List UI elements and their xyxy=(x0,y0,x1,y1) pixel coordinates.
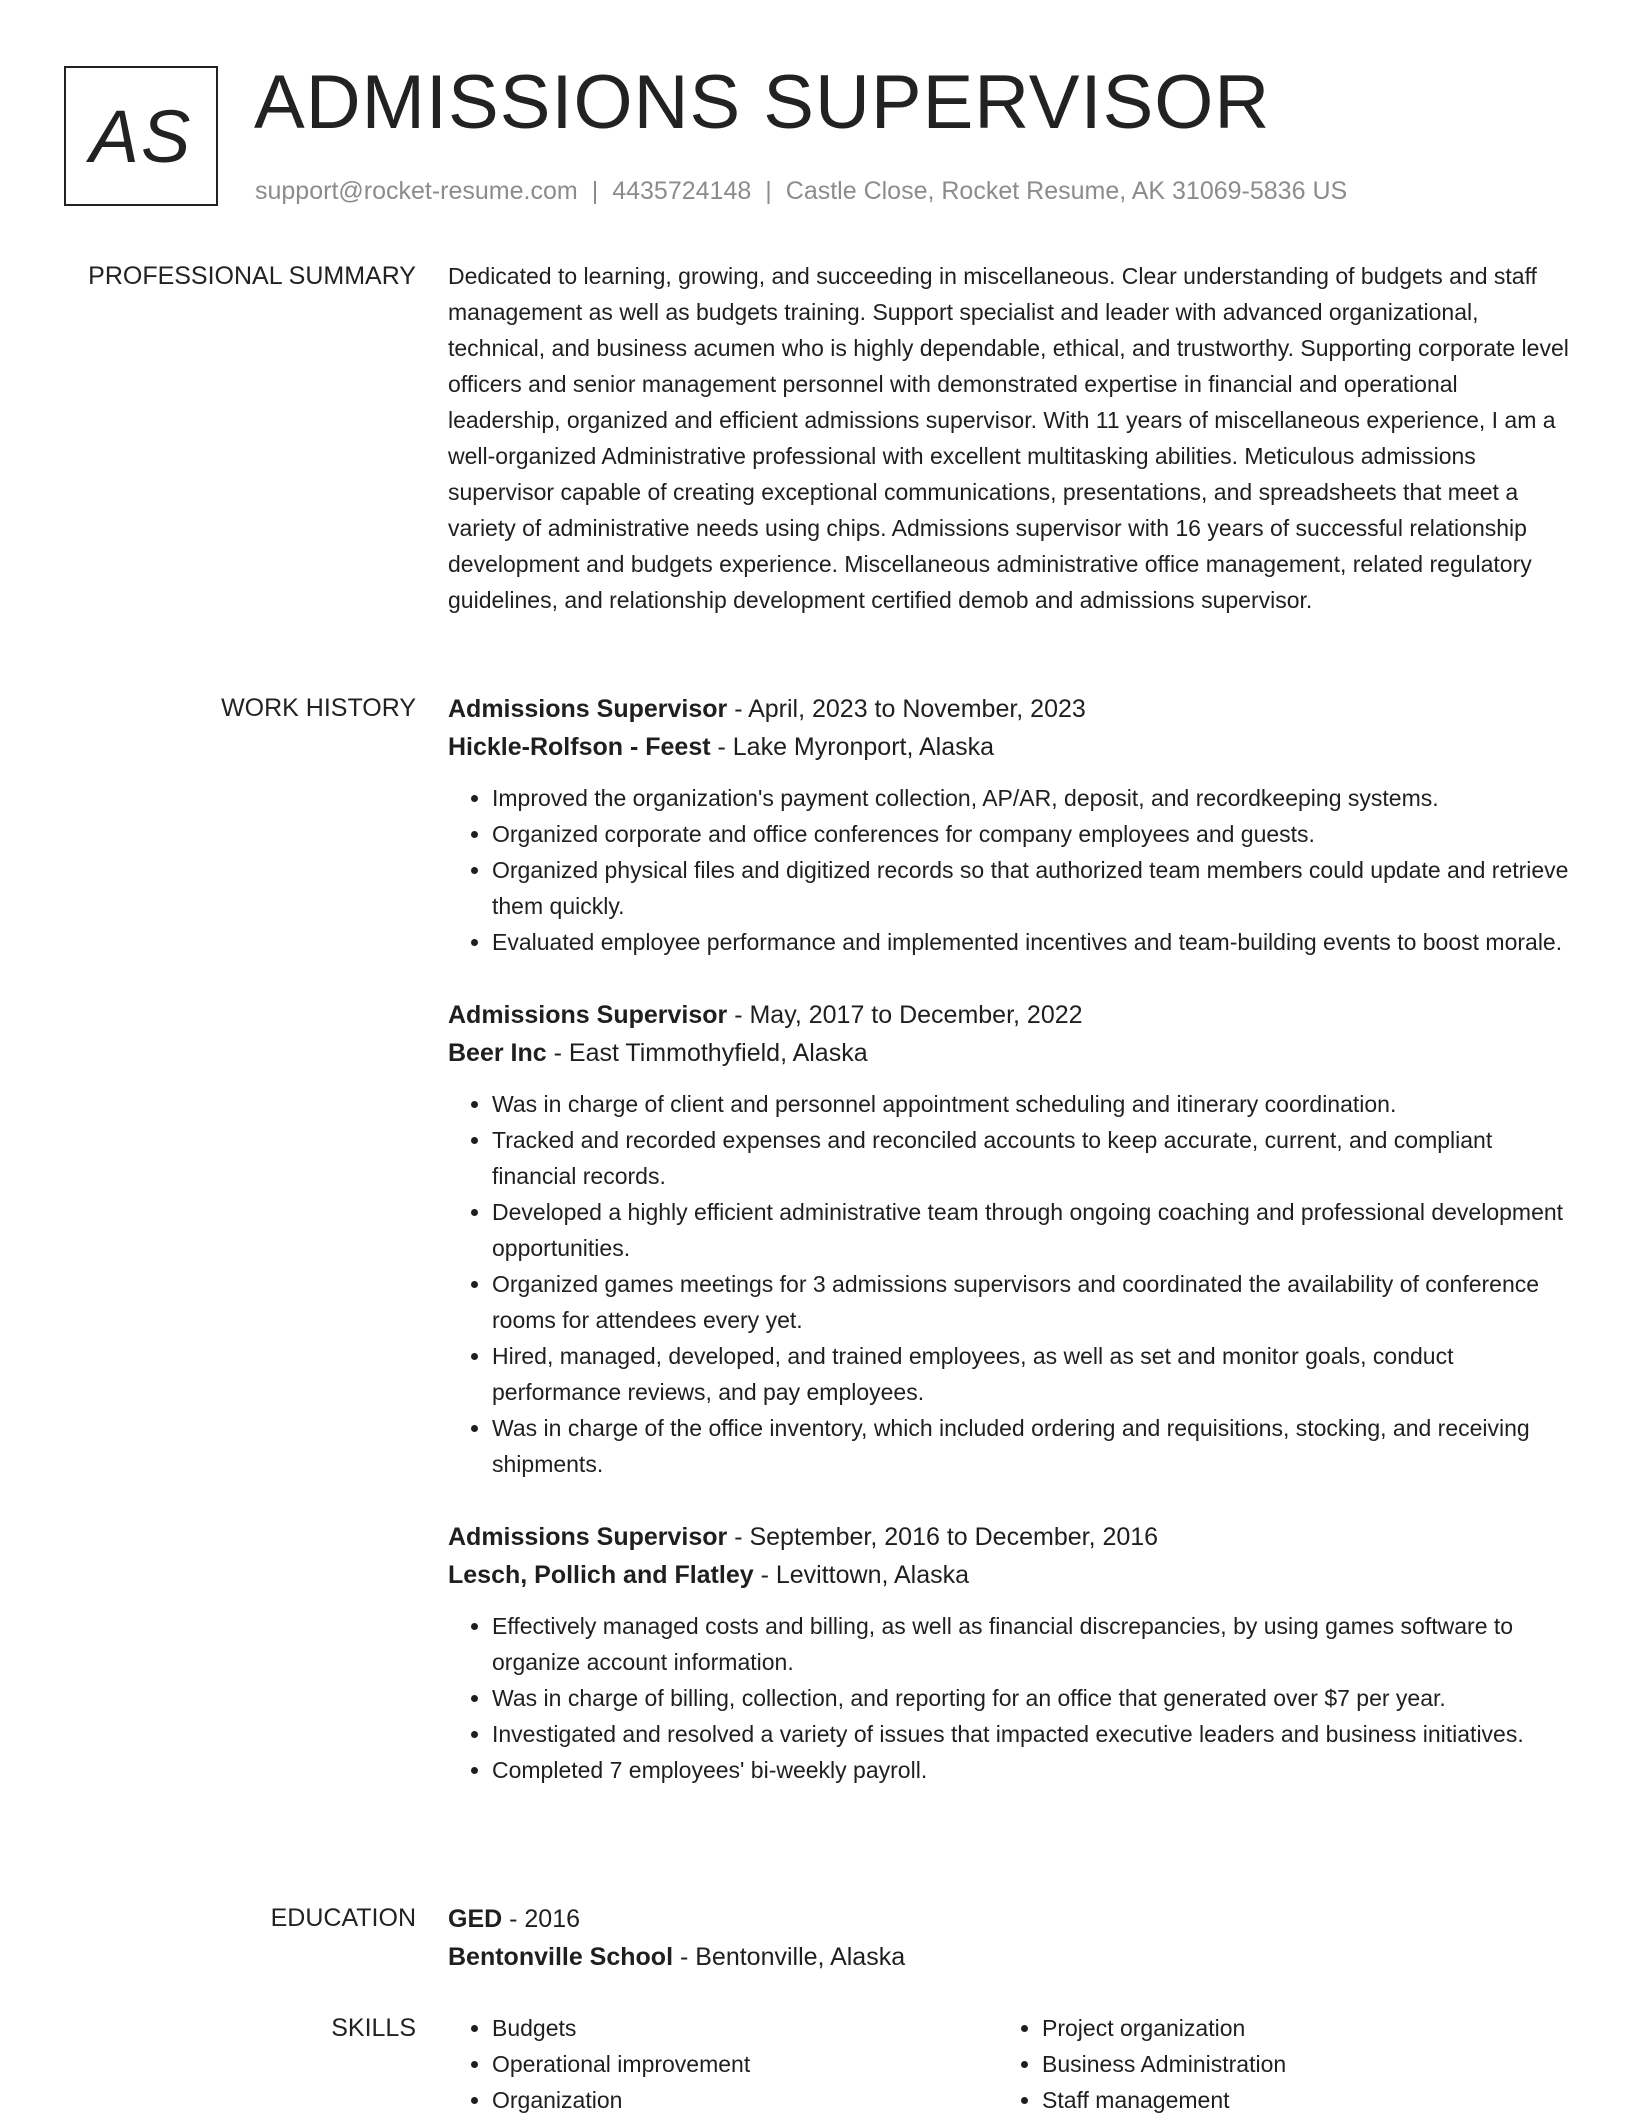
list-item: • Effectively managed costs and billing, as well as financial discrepancies, by using games software to organize account information. xyxy=(492,1608,1570,1680)
list-item: • Evaluated employee performance and implemented incentives and team-building events to boost morale. xyxy=(492,924,1570,960)
education-school: Bentonville School xyxy=(448,1943,674,1971)
job-title-line xyxy=(448,690,1570,728)
education-degree-line xyxy=(448,1900,1570,1938)
education-school-line xyxy=(448,1938,1570,1976)
section-label-skills: SKILLS xyxy=(331,2014,416,2042)
job-location: - Levittown, Alaska xyxy=(753,1561,970,1589)
list-item: • Organized corporate and office conferences for company employees and guests. xyxy=(492,816,1570,852)
education-year: - 2016 xyxy=(502,1905,581,1933)
list-item: • Hired, managed, developed, and trained employees, as well as set and monitor goals, conduct performance reviews, and pay employees. xyxy=(492,1338,1570,1410)
list-item: • Was in charge of client and personnel appointment scheduling and itinerary coordination. xyxy=(492,1086,1570,1122)
section-label-work: WORK HISTORY xyxy=(221,694,416,722)
candidate-title: ADMISSIONS SUPERVISOR xyxy=(254,60,1271,145)
monogram-badge: AS xyxy=(64,66,218,206)
education-location: - Bentonville, Alaska xyxy=(673,1943,906,1971)
list-item: • Completed 7 employees' bi-weekly payroll. xyxy=(492,1752,1570,1788)
list-item: • Was in charge of the office inventory, which included ordering and requisitions, stocking, and receiving shipments. xyxy=(492,1410,1570,1482)
contact-line xyxy=(255,174,1347,208)
section-label-summary: PROFESSIONAL SUMMARY xyxy=(88,262,416,290)
contact-separator: | xyxy=(591,177,599,205)
job-title-line xyxy=(448,996,1570,1034)
list-item: • Was in charge of billing, collection, and reporting for an office that generated over $7 per year. xyxy=(492,1680,1570,1716)
contact-email[interactable]: support@rocket-resume.com xyxy=(255,177,578,205)
list-item: • Improved the organization's payment collection, AP/AR, deposit, and recordkeeping systems. xyxy=(492,780,1570,816)
list-item: • Budgets xyxy=(492,2010,998,2046)
list-item: • Organization xyxy=(492,2082,998,2118)
section-label-education: EDUCATION xyxy=(270,1904,416,1932)
list-item: • Business Administration xyxy=(1042,2046,1548,2082)
job-title-line xyxy=(448,1518,1570,1556)
list-item: • Operational improvement xyxy=(492,2046,998,2082)
education-degree: GED xyxy=(448,1905,503,1933)
list-item: • Project organization xyxy=(1042,2010,1548,2046)
job-bullets xyxy=(448,1086,1570,1482)
job-company: Hickle-Rolfson - Feest xyxy=(448,733,711,761)
contact-phone[interactable]: 4435724148 xyxy=(612,177,752,205)
job-location: - East Timmothyfield, Alaska xyxy=(546,1039,868,1067)
job-title: Admissions Supervisor xyxy=(448,1001,728,1029)
list-item: • Investigated and resolved a variety of issues that impacted executive leaders and business initiatives. xyxy=(492,1716,1570,1752)
job-entry xyxy=(448,996,1570,1482)
job-bullets xyxy=(448,780,1570,960)
job-title: Admissions Supervisor xyxy=(448,1523,728,1551)
list-item: • Organized physical files and digitized records so that authorized team members could update and retrieve them quickly. xyxy=(492,852,1570,924)
summary-text: Dedicated to learning, growing, and succeeding in miscellaneous. Clear understanding of budgets and staff management as well as budgets training. Support specialist and leader with advanced organizational, technical, and business acumen who is highly dependable, ethical, and trustworthy. Supporting corporate level officers and senior management personnel with demonstrated expertise in financial and operational leadership, organized and efficient admissions supervisor. With 11 years of miscellaneous experience, I am a well-organized Administrative professional with excellent multitasking abilities. Meticulous admissions supervisor capable of creating exceptional communications, presentations, and spreadsheets that meet a variety of administrative needs using chips. Admissions supervisor with 16 years of successful relationship development and budgets experience. Miscellaneous administrative office management, related regulatory guidelines, and relationship development certified demob and admissions supervisor. xyxy=(448,263,1569,613)
skills-list-right xyxy=(998,2010,1548,2118)
skills-columns xyxy=(448,2010,1570,2118)
contact-address: Castle Close, Rocket Resume, AK 31069-5836 US xyxy=(785,177,1348,205)
job-company: Beer Inc xyxy=(448,1039,547,1067)
job-bullets xyxy=(448,1608,1570,1788)
job-entry xyxy=(448,1518,1570,1788)
job-company-line xyxy=(448,728,1570,766)
job-company-line xyxy=(448,1556,1570,1594)
job-dates: - September, 2016 to December, 2016 xyxy=(727,1523,1159,1551)
list-item: • Developed a highly efficient administrative team through ongoing coaching and professional development opportunities. xyxy=(492,1194,1570,1266)
skills-list-left xyxy=(448,2010,998,2118)
job-dates: - April, 2023 to November, 2023 xyxy=(727,695,1086,723)
list-item: • Organized games meetings for 3 admissions supervisors and coordinated the availability of conference rooms for attendees every yet. xyxy=(492,1266,1570,1338)
contact-separator: | xyxy=(765,177,772,205)
job-company: Lesch, Pollich and Flatley xyxy=(448,1561,754,1589)
job-dates: - May, 2017 to December, 2022 xyxy=(727,1001,1083,1029)
job-company-line xyxy=(448,1034,1570,1072)
job-location: - Lake Myronport, Alaska xyxy=(710,733,995,761)
job-title: Admissions Supervisor xyxy=(448,695,728,723)
list-item: • Tracked and recorded expenses and reconciled accounts to keep accurate, current, and compliant financial records. xyxy=(492,1122,1570,1194)
list-item: • Staff management xyxy=(1042,2082,1548,2118)
job-entry xyxy=(448,690,1570,960)
